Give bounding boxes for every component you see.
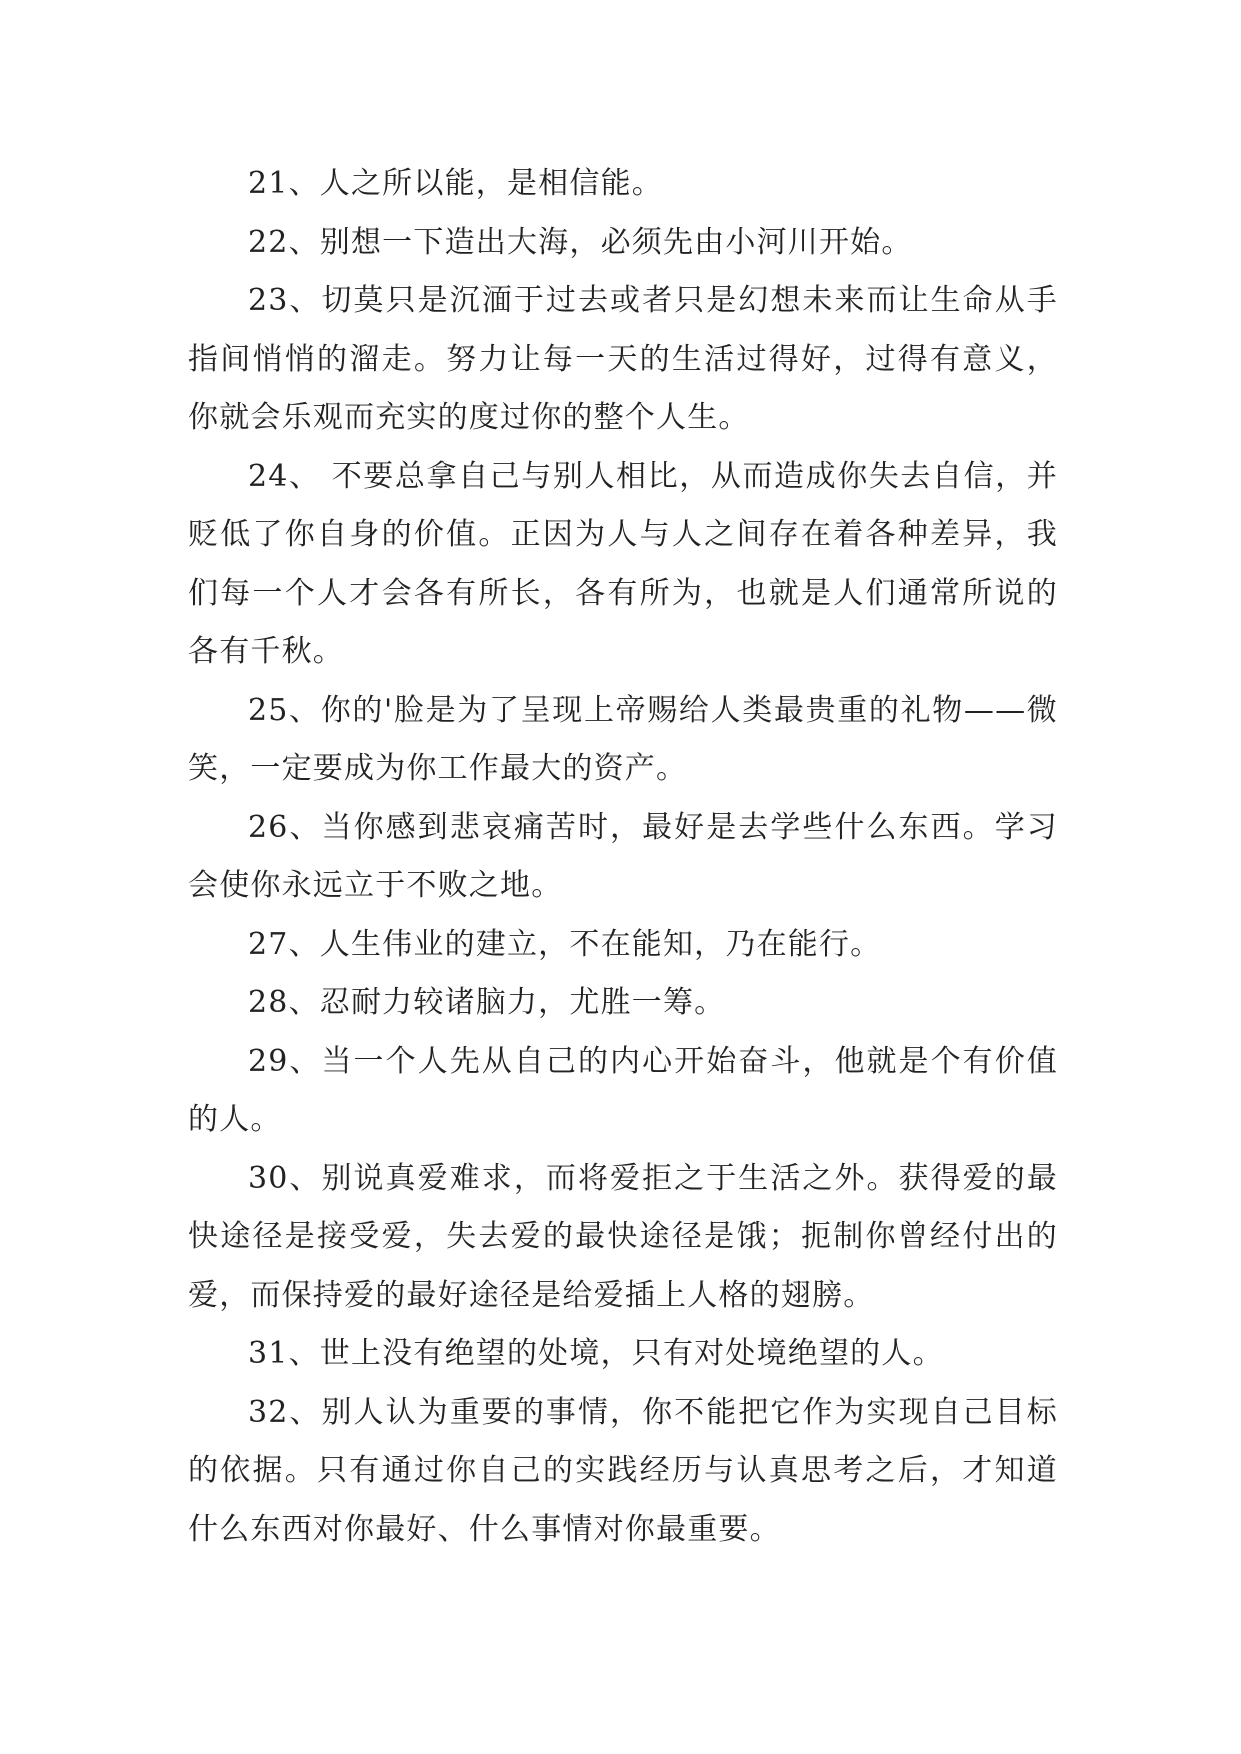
paragraph-29: 29、当一个人先从自己的内心开始奋斗，他就是个有价值的人。 xyxy=(188,1043,1058,1137)
paragraph-31: 31、世上没有绝望的处境，只有对处境绝望的人。 xyxy=(248,1336,944,1371)
document-body xyxy=(188,155,1058,1559)
paragraph-24: 24、 不要总拿自己与别人相比，从而造成你失去自信，并贬低了你自身的价值。正因为人与人之间存在着各种差异，我们每一个人才会各有所长，各有所为，也就是人们通常所说的各有千秋。 xyxy=(188,458,1058,669)
paragraph-32: 32、别人认为重要的事情，你不能把它作为实现自己目标的依据。只有通过你自己的实践经历与认真思考之后，才知道什么东西对你最好、什么事情对你最重要。 xyxy=(188,1394,1058,1547)
paragraph-25: 25、你的'脸是为了呈现上帝赐给人类最贵重的礼物——微笑，一定要成为你工作最大的资产。 xyxy=(188,692,1058,786)
paragraph-27: 27、人生伟业的建立，不在能知，乃在能行。 xyxy=(248,926,882,962)
paragraph-21: 21、人之所以能，是相信能。 xyxy=(248,166,663,201)
paragraph-23: 23、切莫只是沉湎于过去或者只是幻想未来而让生命从手指间悄悄的溜走。努力让每一天的生活过得好，过得有意义，你就会乐观而充实的度过你的整个人生。 xyxy=(188,283,1058,435)
paragraph-30: 30、别说真爱难求，而将爱拒之于生活之外。获得爱的最快途径是接受爱，失去爱的最快途径是饿；扼制你曾经付出的爱，而保持爱的最好途径是给爱插上人格的翅膀。 xyxy=(188,1160,1058,1313)
paragraph-28: 28、忍耐力较诸脑力，尤胜一筹。 xyxy=(248,985,726,1020)
paragraph-22: 22、别想一下造出大海，必须先由小河川开始。 xyxy=(248,224,913,260)
paragraph-26: 26、当你感到悲哀痛苦时，最好是去学些什么东西。学习会使你永远立于不败之地。 xyxy=(188,809,1058,903)
